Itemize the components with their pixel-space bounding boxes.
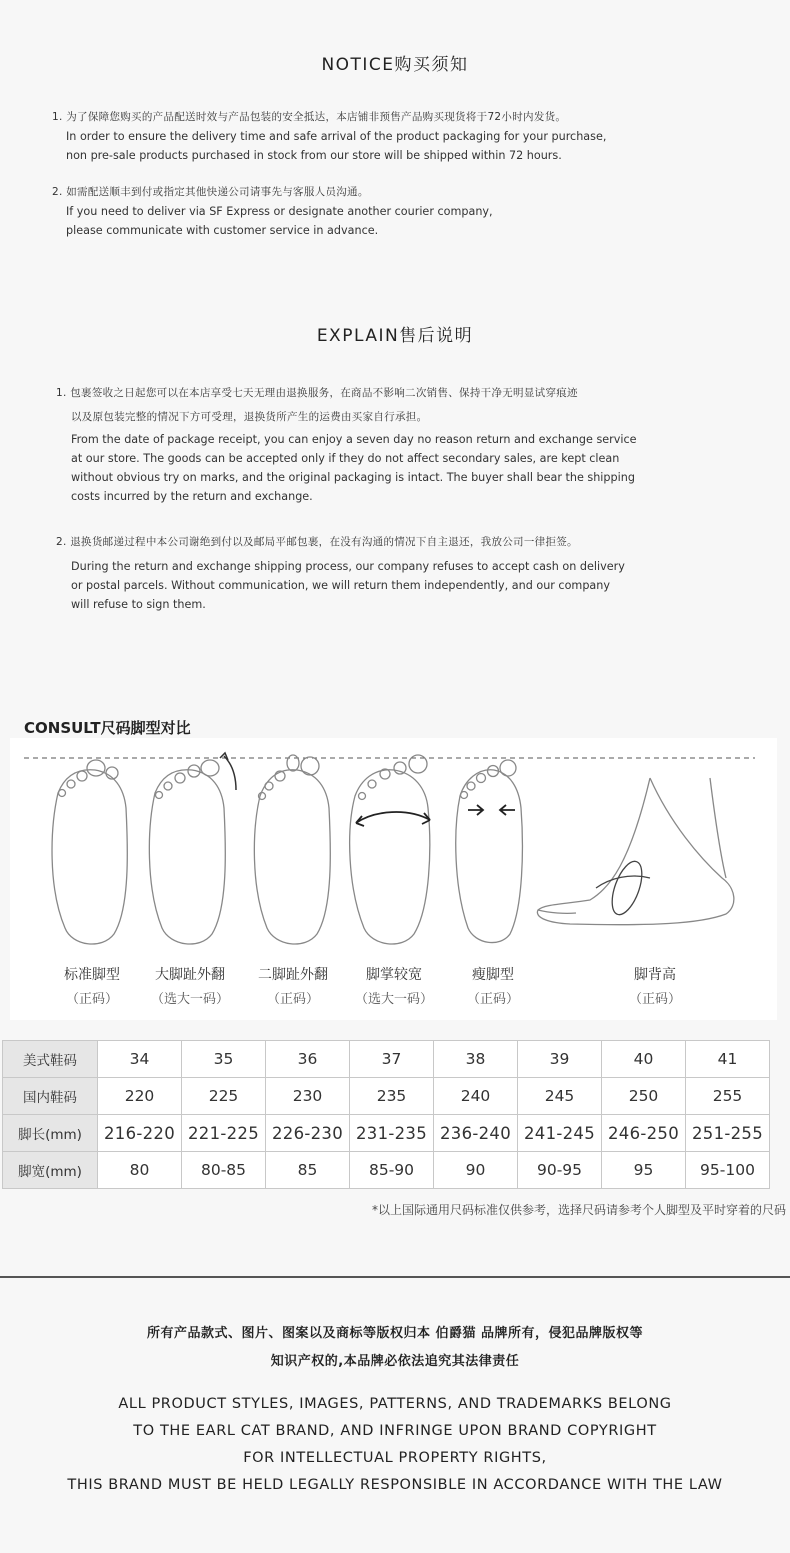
explain-item-2 — [56, 533, 625, 614]
consult-title: CONSULT尺码脚型对比 — [24, 719, 191, 737]
table-cell: 36 — [266, 1041, 350, 1078]
explain-item-1-cn-line-2: 以及原包装完整的情况下方可受理，退换货所产生的运费由买家自行承担。 — [71, 411, 428, 423]
notice-item-1-en-line-1: In order to ensure the delivery time and safe arrival of the product packaging for your purchase, — [66, 130, 607, 143]
bunion-foot-icon — [149, 753, 236, 944]
notice-item-2-en-line-2: please communicate with customer service in advance. — [66, 224, 379, 237]
table-cell: 41 — [686, 1041, 770, 1078]
notice-item-1 — [52, 108, 606, 165]
table-cell: 250 — [602, 1078, 686, 1115]
table-cell: 236-240 — [434, 1115, 518, 1152]
explain-item-1-cn-line-1: 1. 包裹签收之日起您可以在本店享受七天无理由退换服务，在商品不影响二次销售、保持干净无明显试穿痕迹 — [56, 387, 578, 399]
foot-type-label-6: 脚背高 — [634, 967, 676, 983]
notice-item-2-cn: 2. 如需配送顺丰到付或指定其他快递公司请事先与客服人员沟通。 — [52, 186, 369, 198]
table-cell: 240 — [434, 1078, 518, 1115]
table-cell: 34 — [98, 1041, 182, 1078]
table-cell: 246-250 — [602, 1115, 686, 1152]
table-cell: 95-100 — [686, 1152, 770, 1189]
table-cell: 80 — [98, 1152, 182, 1189]
explain-item-1-en-line-1: From the date of package receipt, you can enjoy a seven day no reason return and exchange service — [71, 433, 637, 446]
table-cell: 216-220 — [98, 1115, 182, 1152]
explain-item-2-en-line-3: will refuse to sign them. — [71, 598, 206, 611]
table-cell: 231-235 — [350, 1115, 434, 1152]
foot-type-sub-1: （正码） — [65, 992, 118, 1007]
table-cell: 40 — [602, 1041, 686, 1078]
foot-type-label-5: 瘦脚型 — [472, 967, 514, 983]
copyright-cn-line-1: 所有产品款式、图片、图案以及商标等版权归本 伯爵猫 品牌所有，侵犯品牌版权等 — [146, 1326, 644, 1341]
table-cell: 235 — [350, 1078, 434, 1115]
explain-item-1-en-line-3: without obvious try on marks, and the original packaging is intact. The buyer shall bear the shipping — [71, 471, 635, 484]
table-cell: 220 — [98, 1078, 182, 1115]
table-cell: 255 — [686, 1078, 770, 1115]
row-label: 美式鞋码 — [3, 1041, 98, 1078]
section-divider — [0, 1276, 790, 1278]
second-toe-foot-icon — [254, 755, 330, 944]
table-cell: 90 — [434, 1152, 518, 1189]
table-row-us-size — [3, 1041, 770, 1078]
table-cell: 95 — [602, 1152, 686, 1189]
row-label: 脚长(mm) — [3, 1115, 98, 1152]
table-cell: 80-85 — [182, 1152, 266, 1189]
table-cell: 39 — [518, 1041, 602, 1078]
foot-type-panel — [10, 738, 777, 1020]
table-cell: 90-95 — [518, 1152, 602, 1189]
table-cell: 251-255 — [686, 1115, 770, 1152]
table-cell: 85 — [266, 1152, 350, 1189]
explain-item-1-en-line-4: costs incurred by the return and exchange. — [71, 490, 313, 503]
wide-foot-icon — [350, 755, 430, 944]
explain-item-2-cn: 2. 退换货邮递过程中本公司谢绝到付以及邮局平邮包裹，在没有沟通的情况下自主退还，我放公司一律拒签。 — [56, 536, 578, 548]
foot-type-sub-3: （正码） — [266, 992, 319, 1007]
explain-item-1-en-line-2: at our store. The goods can be accepted only if they do not affect secondary sales, are kept clean — [71, 452, 620, 465]
notice-item-2-en-line-1: If you need to deliver via SF Express or designate another courier company, — [66, 205, 493, 218]
foot-type-label-1: 标准脚型 — [64, 967, 120, 983]
standard-foot-icon — [52, 760, 127, 944]
foot-type-label-2: 大脚趾外翻 — [155, 967, 225, 983]
table-cell: 226-230 — [266, 1115, 350, 1152]
table-cell: 85-90 — [350, 1152, 434, 1189]
table-cell: 225 — [182, 1078, 266, 1115]
notice-item-1-cn: 1. 为了保障您购买的产品配送时效与产品包装的安全抵达，本店铺非预售产品购买现货将于72小时内发货。 — [52, 111, 567, 123]
foot-type-sub-5: （正码） — [466, 992, 519, 1007]
row-label: 脚宽(mm) — [3, 1152, 98, 1189]
notice-title: NOTICE购买须知 — [321, 55, 469, 75]
table-cell: 35 — [182, 1041, 266, 1078]
table-cell: 37 — [350, 1041, 434, 1078]
notice-item-1-en-line-2: non pre-sale products purchased in stock from our store will be shipped within 72 hours. — [66, 149, 562, 162]
explain-item-2-en-line-1: During the return and exchange shipping process, our company refuses to accept cash on delivery — [71, 560, 625, 573]
copyright-en-line-3: FOR INTELLECTUAL PROPERTY RIGHTS, — [243, 1450, 547, 1466]
slim-foot-icon — [456, 760, 523, 943]
table-row-foot-length — [3, 1115, 770, 1152]
explain-item-1 — [56, 384, 637, 506]
table-cell: 230 — [266, 1078, 350, 1115]
notice-item-2 — [52, 183, 493, 240]
table-cell: 241-245 — [518, 1115, 602, 1152]
size-table — [2, 1040, 770, 1189]
copyright-en-line-1: ALL PRODUCT STYLES, IMAGES, PATTERNS, AND TRADEMARKS BELONG — [118, 1396, 672, 1412]
table-cell: 38 — [434, 1041, 518, 1078]
copyright-en-line-4: THIS BRAND MUST BE HELD LEGALLY RESPONSIBLE IN ACCORDANCE WITH THE LAW — [67, 1477, 723, 1493]
foot-type-label-3: 二脚趾外翻 — [258, 967, 328, 983]
foot-type-sub-6: （正码） — [628, 992, 681, 1007]
size-table-note: *以上国际通用尺码标准仅供参考，选择尺码请参考个人脚型及平时穿着的尺码 — [371, 1203, 786, 1217]
copyright-en-line-2: TO THE EARL CAT BRAND, AND INFRINGE UPON BRAND COPYRIGHT — [133, 1423, 657, 1439]
table-cell: 221-225 — [182, 1115, 266, 1152]
foot-type-label-4: 脚掌较宽 — [366, 967, 422, 983]
table-row-cn-size — [3, 1078, 770, 1115]
copyright-cn-line-2: 知识产权的,本品牌必依法追究其法律责任 — [270, 1354, 520, 1369]
table-cell: 245 — [518, 1078, 602, 1115]
high-instep-foot-icon — [537, 778, 733, 925]
foot-type-sub-4: （选大一码） — [354, 992, 433, 1007]
explain-title: EXPLAIN售后说明 — [316, 326, 474, 346]
row-label: 国内鞋码 — [3, 1078, 98, 1115]
foot-type-sub-2: （选大一码） — [150, 992, 229, 1007]
explain-item-2-en-line-2: or postal parcels. Without communication, we will return them independently, and our company — [71, 579, 610, 592]
table-row-foot-width — [3, 1152, 770, 1189]
